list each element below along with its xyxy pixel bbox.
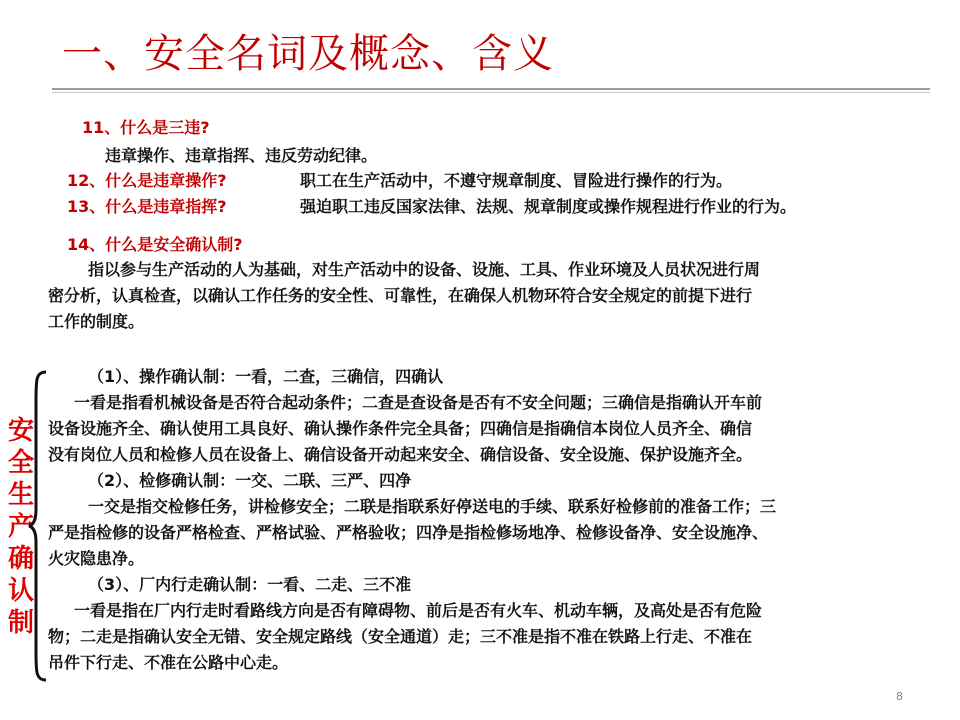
section-1 bbox=[48, 364, 953, 468]
question-13: 13、什么是违章指挥? bbox=[67, 197, 227, 216]
section-list bbox=[48, 364, 953, 676]
section-heading: （3）、厂内行走确认制：一看、二走、三不准 bbox=[88, 575, 412, 594]
title-underline bbox=[52, 88, 930, 90]
answer-12: 职工在生产活动中，不遵守规章制度、冒险进行操作的行为。 bbox=[300, 171, 733, 190]
answer-14-line: 指以参与生产活动的人为基础，对生产活动中的设备、设施、工具、作业环境及人员状况进行周 bbox=[88, 260, 761, 279]
section-line: 物；二走是指确认安全无错、安全规定路线（安全通道）走；三不准是指不准在铁路上行走、不准在 bbox=[48, 627, 753, 646]
section-line: 吊件下行走、不准在公路中心走。 bbox=[48, 653, 289, 672]
page-number: 8 bbox=[896, 690, 903, 703]
side-label: 安全生产确认制 bbox=[7, 416, 34, 638]
section-line: 一看是指看机械设备是否符合起动条件；二查是查设备是否有不安全问题；三确信是指确认开车前 bbox=[74, 393, 763, 412]
section-2 bbox=[48, 468, 953, 572]
title-underline-thin bbox=[52, 92, 930, 93]
section-line: 火灾隐患净。 bbox=[48, 549, 145, 568]
section-heading: （2）、检修确认制：一交、二联、三严、四净 bbox=[88, 471, 412, 490]
section-line: 一交是指交检修任务，讲检修安全；二联是指联系好停送电的手续、联系好检修前的准备工作；三 bbox=[88, 497, 777, 516]
curly-brace-icon bbox=[28, 370, 48, 682]
question-12: 12、什么是违章操作? bbox=[67, 171, 227, 190]
section-line: 严是指检修的设备严格检查、严格试验、严格验收；四净是指检修场地净、检修设备净、安全设施净、 bbox=[48, 523, 769, 542]
page-title: 一、安全名词及概念、含义 bbox=[62, 31, 554, 77]
question-14: 14、什么是安全确认制? bbox=[67, 235, 243, 254]
answer-14-line: 工作的制度。 bbox=[48, 312, 145, 331]
section-line: 一看是指在厂内行走时看路线方向是否有障碍物、前后是否有火车、机动车辆，及高处是否有危险 bbox=[74, 601, 763, 620]
answer-13: 强迫职工违反国家法律、法规、规章制度或操作规程进行作业的行为。 bbox=[300, 197, 797, 216]
answer-14 bbox=[48, 257, 948, 335]
section-3 bbox=[48, 572, 953, 676]
section-line: 设备设施齐全、确认使用工具良好、确认操作条件完全具备；四确信是指确信本岗位人员齐全、确信 bbox=[48, 419, 753, 438]
section-line: 没有岗位人员和检修人员在设备上、确信设备开动起来安全、确信设备、安全设施、保护设施齐全。 bbox=[48, 445, 753, 464]
answer-14-line: 密分析，认真检查，以确认工作任务的安全性、可靠性，在确保人机物环符合安全规定的前提下进行 bbox=[48, 286, 753, 305]
answer-11: 违章操作、违章指挥、违反劳动纪律。 bbox=[105, 146, 378, 165]
question-11: 11、什么是三违? bbox=[82, 118, 210, 137]
section-heading: （1）、操作确认制：一看，二查，三确信，四确认 bbox=[88, 367, 444, 386]
